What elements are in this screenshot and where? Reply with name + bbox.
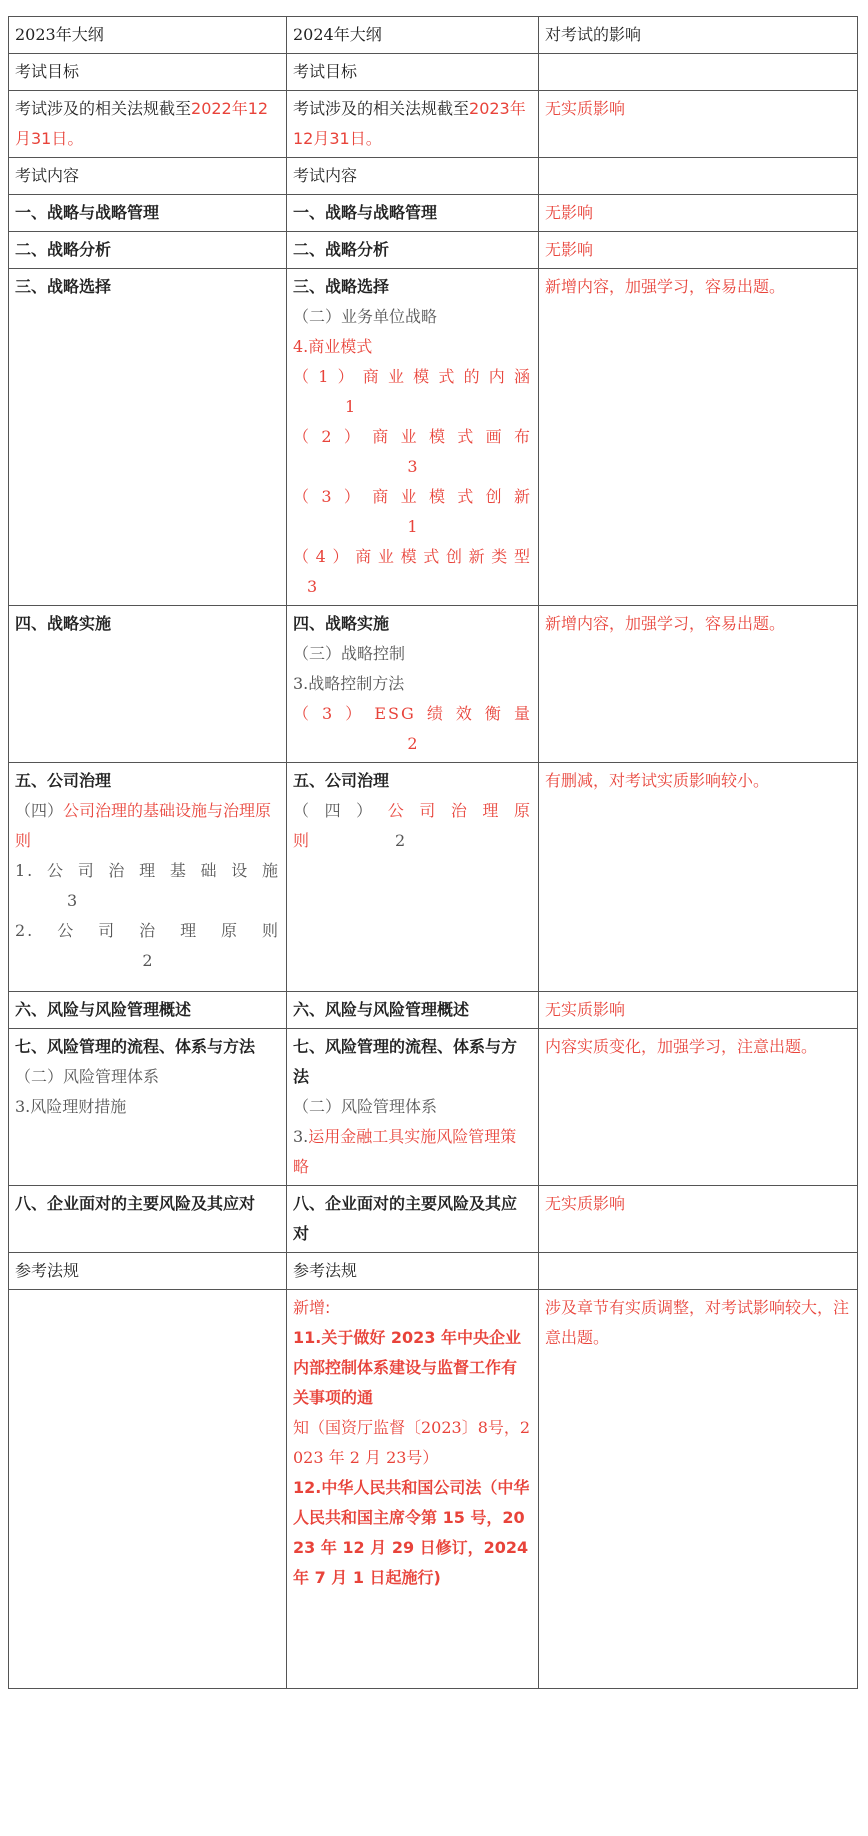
law-impact: 涉及章节有实质调整，对考试影响较大，注意出题。	[539, 1290, 858, 1689]
law-2023-empty	[9, 1290, 287, 1689]
s8-2023: 八、企业面对的主要风险及其应对	[9, 1186, 287, 1253]
law-title-2023: 参考法规	[9, 1253, 287, 1290]
content-title-2024: 考试内容	[287, 158, 539, 195]
content-impact-empty	[539, 158, 858, 195]
s5-2023-cell	[9, 763, 287, 992]
s5-2023-num-2: 2	[142, 951, 153, 970]
s7-2024-item-num: 3.	[293, 1127, 309, 1146]
table-row	[9, 195, 858, 232]
s5-2023-sub: 公司治理的基础设施与治理原则	[15, 801, 272, 850]
s7-impact: 内容实质变化，加强学习，注意出题。	[539, 1029, 858, 1186]
syllabus-comparison-table	[8, 16, 858, 1689]
s4-num: 2	[407, 734, 418, 753]
s5-2024-num: 2	[395, 831, 406, 850]
goal-impact-empty	[539, 54, 858, 91]
law-item-11-note: 知（国资厅监督〔2023〕8号，2023 年 2 月 23号）	[293, 1418, 531, 1467]
s7-2024-sub: （二）风险管理体系	[293, 1097, 438, 1116]
s7-2024-title: 七、风险管理的流程、体系与方法	[293, 1037, 518, 1086]
s3-num-1: 1	[345, 397, 356, 416]
goal-title-2023: 考试目标	[9, 54, 287, 91]
goal-2023-date: 2022年12月31日。	[15, 99, 269, 148]
goal-2023-cell	[9, 91, 287, 158]
law-new-label: 新增:	[293, 1298, 331, 1317]
s2-2024: 二、战略分析	[287, 232, 539, 269]
s7-2023-title: 七、风险管理的流程、体系与方法	[15, 1037, 256, 1056]
goal-title-2024: 考试目标	[287, 54, 539, 91]
s4-2024-title: 四、战略实施	[293, 614, 390, 633]
s7-2023-sub: （二）风险管理体系	[15, 1067, 160, 1086]
s3-line-4: （4）商业模式创新类型	[293, 547, 532, 566]
table-row	[9, 763, 858, 992]
s2-2023: 二、战略分析	[9, 232, 287, 269]
s3-line-3: （3）商业模式创新	[293, 487, 532, 506]
s4-line: （3）ESG绩效衡量	[293, 704, 532, 723]
s4-item: 3.战略控制方法	[293, 674, 405, 693]
s5-2024-cell	[287, 763, 539, 992]
s3-impact: 新增内容，加强学习，容易出题。	[539, 269, 858, 606]
s4-sub: （三）战略控制	[293, 644, 406, 663]
law-item-11: 11.关于做好 2023 年中央企业内部控制体系建设与监督工作有关事项的通	[293, 1328, 522, 1407]
s7-2023-item: 3.风险理财措施	[15, 1097, 127, 1116]
goal-2024-date: 2023年12月31日。	[293, 99, 526, 148]
s6-impact: 无实质影响	[539, 992, 858, 1029]
law-title-2024: 参考法规	[287, 1253, 539, 1290]
table-row	[9, 1290, 858, 1689]
law-2024-cell	[287, 1290, 539, 1689]
goal-2023-prefix: 考试涉及的相关法规截至	[15, 99, 192, 118]
s6-2024: 六、风险与风险管理概述	[287, 992, 539, 1029]
s7-2024-item: 运用金融工具实施风险管理策略	[293, 1127, 517, 1176]
law-impact-empty	[539, 1253, 858, 1290]
s3-sub: （二）业务单位战略	[293, 307, 438, 326]
s3-2024-cell	[287, 269, 539, 606]
s5-impact: 有删减，对考试实质影响较小。	[539, 763, 858, 992]
law-item-12: 12.中华人民共和国公司法（中华人民共和国主席令第 15 号，2023 年 12 月 29 日修订，2024 年 7 月 1 日起施行)	[293, 1478, 530, 1587]
s3-num-3: 1	[407, 517, 418, 536]
s7-2023-cell	[9, 1029, 287, 1186]
table-row	[9, 606, 858, 763]
s5-2024-sub-prefix: （四）	[293, 801, 388, 820]
s3-line-2: （2）商业模式画布	[293, 427, 532, 446]
table-row	[9, 232, 858, 269]
table-row	[9, 269, 858, 606]
table-row	[9, 992, 858, 1029]
s4-impact: 新增内容，加强学习，容易出题。	[539, 606, 858, 763]
s3-item: 4.商业模式	[293, 337, 373, 356]
table-row	[9, 1186, 858, 1253]
table-row	[9, 54, 858, 91]
header-2023: 2023年大纲	[9, 17, 287, 54]
s3-2023: 三、战略选择	[9, 269, 287, 606]
table-row	[9, 1253, 858, 1290]
s1-2024: 一、战略与战略管理	[287, 195, 539, 232]
s1-2023: 一、战略与战略管理	[9, 195, 287, 232]
table-row	[9, 1029, 858, 1186]
s7-2024-cell	[287, 1029, 539, 1186]
s5-2023-line-1: 1.公司治理基础设施	[15, 861, 280, 880]
s5-2023-title: 五、公司治理	[15, 771, 112, 790]
content-title-2023: 考试内容	[9, 158, 287, 195]
s3-2024-title: 三、战略选择	[293, 277, 390, 296]
goal-impact: 无实质影响	[539, 91, 858, 158]
table-row	[9, 91, 858, 158]
s5-2023-num-1: 3	[67, 891, 78, 910]
s8-impact: 无实质影响	[539, 1186, 858, 1253]
table-row	[9, 158, 858, 195]
s5-2024-sub-end: 则	[293, 831, 310, 850]
s3-num-4: 3	[307, 577, 318, 596]
s2-impact: 无影响	[539, 232, 858, 269]
s3-line-1: （1）商业模式的内涵	[293, 367, 532, 386]
s5-2023-line-2: 2.公司治理原则	[15, 921, 280, 940]
goal-2024-prefix: 考试涉及的相关法规截至	[293, 99, 470, 118]
s8-2024: 八、企业面对的主要风险及其应对	[287, 1186, 539, 1253]
s5-2023-sub-prefix: （四）	[15, 801, 64, 820]
s1-impact: 无影响	[539, 195, 858, 232]
s5-2024-title: 五、公司治理	[293, 771, 390, 790]
s4-2024-cell	[287, 606, 539, 763]
header-impact: 对考试的影响	[539, 17, 858, 54]
s5-2024-sub: 公司治理原	[387, 801, 532, 820]
goal-2024-cell	[287, 91, 539, 158]
header-2024: 2024年大纲	[287, 17, 539, 54]
table-header-row	[9, 17, 858, 54]
s4-2023: 四、战略实施	[9, 606, 287, 763]
s3-num-2: 3	[407, 457, 418, 476]
s6-2023: 六、风险与风险管理概述	[9, 992, 287, 1029]
